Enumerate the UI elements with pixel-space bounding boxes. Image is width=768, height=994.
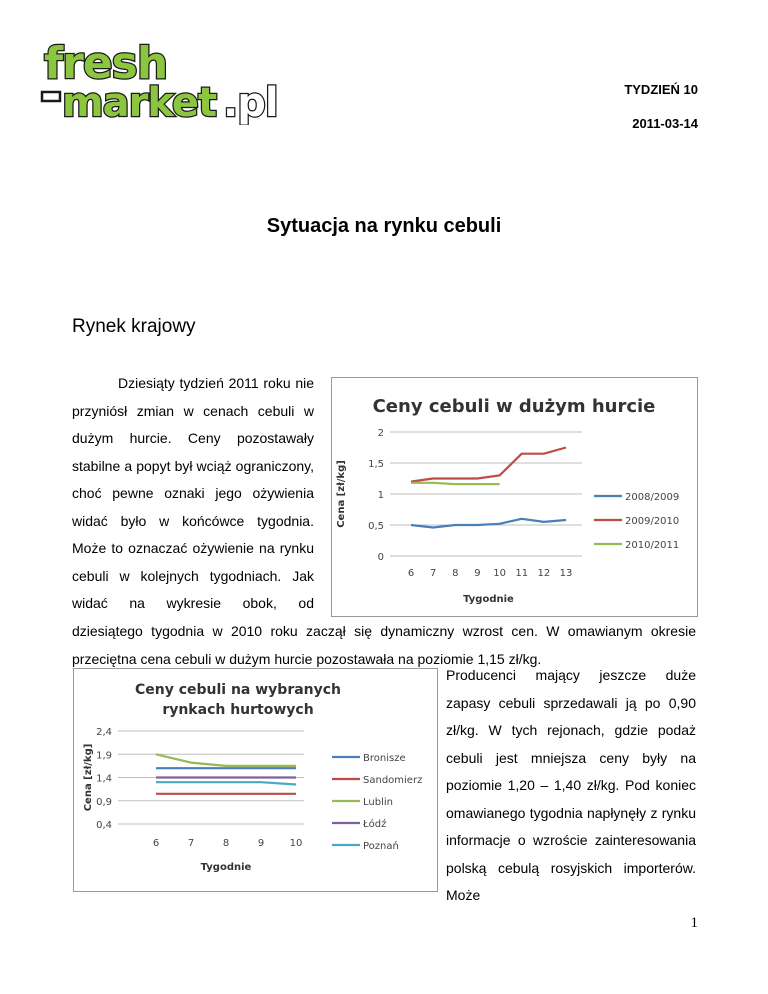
legend-label: Sandomierz	[363, 775, 423, 786]
x-tick-label: 9	[257, 838, 265, 849]
series-line	[156, 754, 296, 766]
paragraph-producers: Producenci mający jeszcze duże zapasy cebuli sprzedawali ją po 0,90 zł/kg. W tych rejonach, gdzie podaż cebuli jest mniejsza ceny były na poziomie 1,20 – 1,40 zł/kg. Pod koniec omawianego tygodnia napłynęły z rynku informacje o wzroście zainteresowania polską cebulą rosyjskich importerów. Może	[446, 667, 696, 903]
x-tick-label: 12	[537, 568, 551, 579]
report-date: 2011-03-14	[632, 116, 698, 131]
page-title: Sytuacja na rynku cebuli	[266, 215, 502, 237]
x-axis-label: Tygodnie	[200, 862, 252, 873]
logo-text-fresh: fresh	[44, 40, 168, 89]
y-tick-label: 0	[377, 552, 384, 563]
y-tick-label: 0,4	[96, 820, 112, 831]
chart-wholesale-prices-svg	[332, 378, 697, 616]
legend-label: 2008/2009	[625, 492, 680, 503]
y-tick-label: 1,4	[96, 773, 112, 785]
series-line	[411, 448, 566, 482]
series-line	[411, 519, 566, 528]
freshmarket-logo	[40, 40, 290, 125]
x-tick-label: 9	[474, 568, 481, 579]
chart-title: rynkach hurtowych	[162, 702, 314, 718]
y-axis-label: Cena [zł/kg]	[83, 743, 94, 812]
section-heading: Rynek krajowy	[72, 316, 196, 337]
paragraph-intro: Dziesiąty tydzień 2011 roku nie przyniósł zmian w cenach cebuli w dużym hurcie. Ceny pozostawały stabilne a popyt był wciąż ograniczony, choć pewne oznaki jego ożywienia widać było w końcówce tygodnia. Może to oznaczać ożywienie na rynku cebuli w kolejnych tygodniach. Jak widać na wykresie obok, od	[72, 375, 314, 611]
legend-label: 2010/2011	[625, 540, 680, 551]
x-tick-label: 10	[493, 568, 506, 579]
x-tick-label: 8	[452, 568, 459, 579]
chart-wholesale-prices	[331, 377, 698, 617]
y-tick-label: 2	[377, 428, 384, 439]
legend-label: Poznań	[363, 841, 399, 852]
legend-label: 2009/2010	[625, 516, 680, 527]
paragraph-continued: dziesiątego tygodnia w 2010 roku zaczął się dynamiczny wzrost cen. W omawianym okresie przeciętna cena cebuli w dużym hurcie pozostawała na poziomie 1,15 zł/kg.	[72, 623, 696, 667]
x-tick-label: 11	[515, 568, 529, 579]
x-tick-label: 6	[407, 568, 415, 579]
y-tick-label: 2,4	[96, 727, 112, 738]
week-label: TYDZIEŃ 10	[624, 82, 698, 97]
x-tick-label: 8	[222, 838, 230, 849]
x-axis-label: Tygodnie	[463, 594, 514, 605]
x-tick-label: 7	[429, 568, 437, 579]
y-axis-label: Cena [zł/kg]	[336, 460, 347, 528]
y-tick-label: 0,5	[368, 521, 384, 532]
logo-dash	[42, 92, 60, 101]
logo-text-market: market	[62, 80, 217, 125]
chart-markets-prices-svg	[74, 669, 437, 891]
legend-label: Lublin	[363, 797, 393, 808]
y-tick-label: 1	[377, 490, 384, 501]
legend-label: Łódź	[363, 819, 387, 830]
y-tick-label: 1,9	[96, 750, 112, 762]
series-line	[156, 782, 296, 784]
x-tick-label: 6	[152, 838, 160, 849]
x-tick-label: 13	[559, 568, 573, 579]
chart-title: Ceny cebuli na wybranych	[134, 682, 342, 698]
x-tick-label: 7	[187, 838, 195, 849]
y-tick-label: 0,9	[96, 796, 112, 808]
chart-markets-prices	[73, 668, 438, 892]
legend-label: Bronisze	[363, 753, 406, 764]
page-number: 1	[690, 915, 698, 931]
series-line	[411, 483, 500, 484]
x-tick-label: 10	[289, 838, 303, 849]
logo-text-pl: .pl	[223, 80, 278, 125]
y-tick-label: 1,5	[368, 459, 384, 470]
chart-title: Ceny cebuli w dużym hurcie	[372, 396, 656, 417]
